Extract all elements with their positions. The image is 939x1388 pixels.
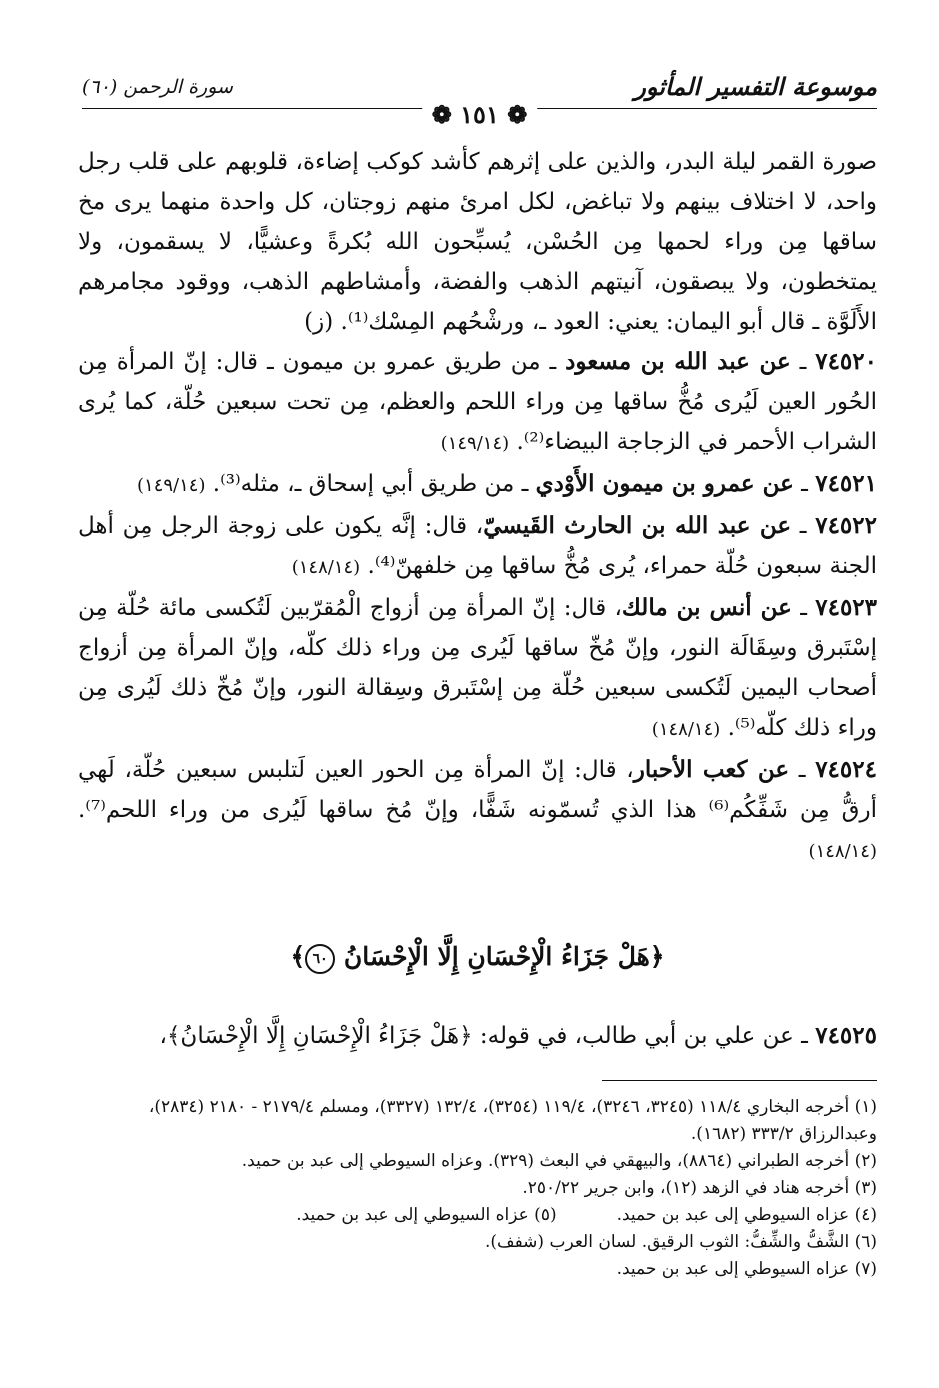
narration-74523: ٧٤٥٢٣ ـ عن أنس بن مالك، قال: إنّ المرأة مِن أزواج الْمُقرّبين لَتُكسى مائة حُلّة مِن إسْتَبرق وسِقَالَة النور، وإنّ مُخّ ساقها لَيُرى مِن وراء ذلك كلّه، وإنّ المرأة مِن أزواج أصحاب اليمين لَتُكسى سبعين حُلّة مِن إسْتَبرق وسِقالة النور، وإنّ مُخّ ذلك لَيُرى مِن وراء ذلك كلّه⁽⁵⁾. (١٤٨/١٤) xyxy=(78,594,878,741)
footnote-1: (١) أخرجه البخاري ١١٨/٤ (٣٢٤٥، ٣٢٤٦)، ١١٩/٤ (٣٢٥٤)، ١٣٢/٤ (٣٣٢٧)، ومسلم ٢١٧٩/٤ - ٢١٨٠ (٢٨٣٤)، وعبدالرزاق ٣٣٣/٢ (١٦٨٢). xyxy=(148,1097,877,1144)
book-title: موسوعة التفسير المأثور xyxy=(634,72,877,101)
narration-number: ٧٤٥٢٤ xyxy=(815,756,877,783)
page-number xyxy=(422,100,538,129)
narration-text: ، قال: إنّ المرأة مِن الحور العين لَتلبس سبعين حُلّة، لَهي أرقُّ مِن شَفِّكُم⁽⁶⁾ هذا الذي تُسمّونه شَفًّا، وإنّ مُخ ساقها لَيُرى من وراء اللحم⁽⁷⁾. xyxy=(78,757,878,823)
narrator-name: عن كعب الأحبار xyxy=(633,756,790,783)
narration-text: ـ من طريق عمرو بن ميمون ـ قال: إنّ المرأة مِن الحُور العين لَيُرى مُخُّ ساقها مِن وراء اللحم والعظم، مِن تحت سبعين حُلّة، كما يُرى الشراب الأحمر في الزجاجة البيضاء⁽²⁾. xyxy=(78,349,877,455)
footnote-2: (٢) أخرجه الطبراني (٨٨٦٤)، والبيهقي في البعث (٣٢٩). وعزاه السيوطي إلى عبد بن حميد. xyxy=(241,1151,877,1171)
narrator-name: عن أنس بن مالك xyxy=(621,594,792,621)
narration-74524: ٧٤٥٢٤ ـ عن كعب الأحبار، قال: إنّ المرأة مِن الحور العين لَتلبس سبعين حُلّة، لَهي أرقُّ مِن شَفِّكُم⁽⁶⁾ هذا الذي تُسمّونه شَفًّا، وإنّ مُخ ساقها لَيُرى من وراء اللحم⁽⁷⁾. (١٤٨/١٤) xyxy=(78,756,878,862)
volume-citation: (١٤٩/١٤) xyxy=(137,475,206,496)
narrator-name: عن عبد الله بن مسعود xyxy=(565,348,791,375)
footnotes xyxy=(78,1094,877,1283)
narration-number: ٧٤٥٢١ xyxy=(815,470,877,497)
verse-number-icon: ٦٠ xyxy=(305,944,335,974)
narration-number: ٧٤٥٢٥ xyxy=(815,1022,877,1049)
narration-text: ، قال: إنَّه يكون على زوجة الرجل مِن أهل الجنة سبعون حُلّة حمراء، يُرى مُخُّ ساقها مِن خلفهنّ⁽⁴⁾. xyxy=(78,513,877,579)
quran-verse-heading xyxy=(78,942,877,974)
volume-citation: (١٤٨/١٤) xyxy=(651,719,721,740)
ornament-left: ❁ xyxy=(431,100,461,129)
narration-74525 xyxy=(78,1016,877,1056)
volume-citation: (١٤٩/١٤) xyxy=(440,433,510,454)
footnote-4: (٤) عزاه السيوطي إلى عبد بن حميد. xyxy=(616,1205,877,1225)
narration-text: ـ عن علي بن أبي طالب، في قوله: ﴿هَلْ جَزَاءُ الْإِحْسَانِ إِلَّا الْإِحْسَانُ﴾، xyxy=(159,1023,808,1049)
footnote-7: (٧) عزاه السيوطي إلى عبد بن حميد. xyxy=(616,1259,877,1279)
narration-text: ، قال: إنّ المرأة مِن أزواج الْمُقرّبين لَتُكسى مائة حُلّة مِن إسْتَبرق وسِقَالَة النور، وإنّ مُخّ ساقها لَيُرى مِن وراء ذلك كلّه، وإنّ المرأة مِن أزواج أصحاب اليمين لَتُكسى سبعين حُلّة مِن إسْتَبرق وسِقالة النور، وإنّ مُخّ ذلك لَيُرى مِن وراء ذلك كلّه⁽⁵⁾. xyxy=(78,595,877,741)
narration-74520: ٧٤٥٢٠ ـ عن عبد الله بن مسعود ـ من طريق عمرو بن ميمون ـ قال: إنّ المرأة مِن الحُور العين لَيُرى مُخُّ ساقها مِن وراء اللحم والعظم، مِن تحت سبعين حُلّة، كما يُرى الشراب الأحمر في الزجاجة البيضاء⁽²⁾. (١٤٩/١٤) xyxy=(78,348,877,455)
narrator-name: عن عبد الله بن الحارث القَيسيّ xyxy=(483,512,792,539)
footnote-pair-4-5 xyxy=(78,1202,877,1229)
footnote-6: (٦) الشَّفُّ والشِّفُّ: الثوب الرقيق. لسان العرب (شفف). xyxy=(484,1232,877,1252)
narrator-name: عن عمرو بن ميمون الأَوْدي xyxy=(535,470,794,497)
footnote-3: (٣) أخرجه هناد في الزهد (١٢)، وابن جرير ٢٥٠/٢٢. xyxy=(522,1178,877,1198)
footnote-divider xyxy=(602,1080,877,1081)
paragraph-continuation: صورة القمر ليلة البدر، والذين على إثرهم كأشد كوكب إضاءة، قلوبهم على قلب رجل واحد، لا اختلاف بينهم ولا تباغض، لكل امرئ منهم زوجتان، كل واحدة منهما يرى مخ ساقها مِن وراء لحمها مِن الحُسْن، يُسبِّحون الله بُكرةً وعشيًّا، لا يسقمون، ولا يمتخطون، ولا يبصقون، آنيتهم الذهب والفضة، وأمشاطهم الذهب، ووقود مجامرهم الأَلَوَّة ـ قال أبو اليمان: يعني: العود ـ، ورشْحُهم المِسْك⁽¹⁾. (ز) xyxy=(78,149,877,335)
verse-text: ﴿هَلْ جَزَاءُ الْإِحْسَانِ إِلَّا الْإِحْسَانُ xyxy=(343,942,665,971)
footnote-5: (٥) عزاه السيوطي إلى عبد بن حميد. xyxy=(296,1205,557,1225)
surah-label: سورة الرحمن (٦٠) xyxy=(82,76,233,98)
volume-citation: (١٤٨/١٤) xyxy=(808,841,877,862)
volume-citation: (١٤٨/١٤) xyxy=(291,557,361,578)
main-text xyxy=(78,142,877,872)
page-number-value: ١٥١ xyxy=(460,100,499,129)
ornament-right: ❁ xyxy=(498,100,528,129)
narration-74522: ٧٤٥٢٢ ـ عن عبد الله بن الحارث القَيسيّ، قال: إنَّه يكون على زوجة الرجل مِن أهل الجنة سبعون حُلّة حمراء، يُرى مُخُّ ساقها مِن خلفهنّ⁽⁴⁾. (١٤٨/١٤) xyxy=(78,512,877,579)
narration-74521: ٧٤٥٢١ ـ عن عمرو بن ميمون الأَوْدي ـ من طريق أبي إسحاق ـ، مثله⁽³⁾. (١٤٩/١٤) xyxy=(137,470,877,497)
narration-number: ٧٤٥٢٣ xyxy=(815,594,878,621)
verse-close-bracket: ﴾ xyxy=(290,942,306,971)
page-header xyxy=(82,62,877,129)
narration-text: ـ من طريق أبي إسحاق ـ، مثله⁽³⁾. xyxy=(212,471,529,497)
narration-number: ٧٤٥٢٢ xyxy=(815,512,877,539)
narration-number: ٧٤٥٢٠ xyxy=(815,348,877,375)
